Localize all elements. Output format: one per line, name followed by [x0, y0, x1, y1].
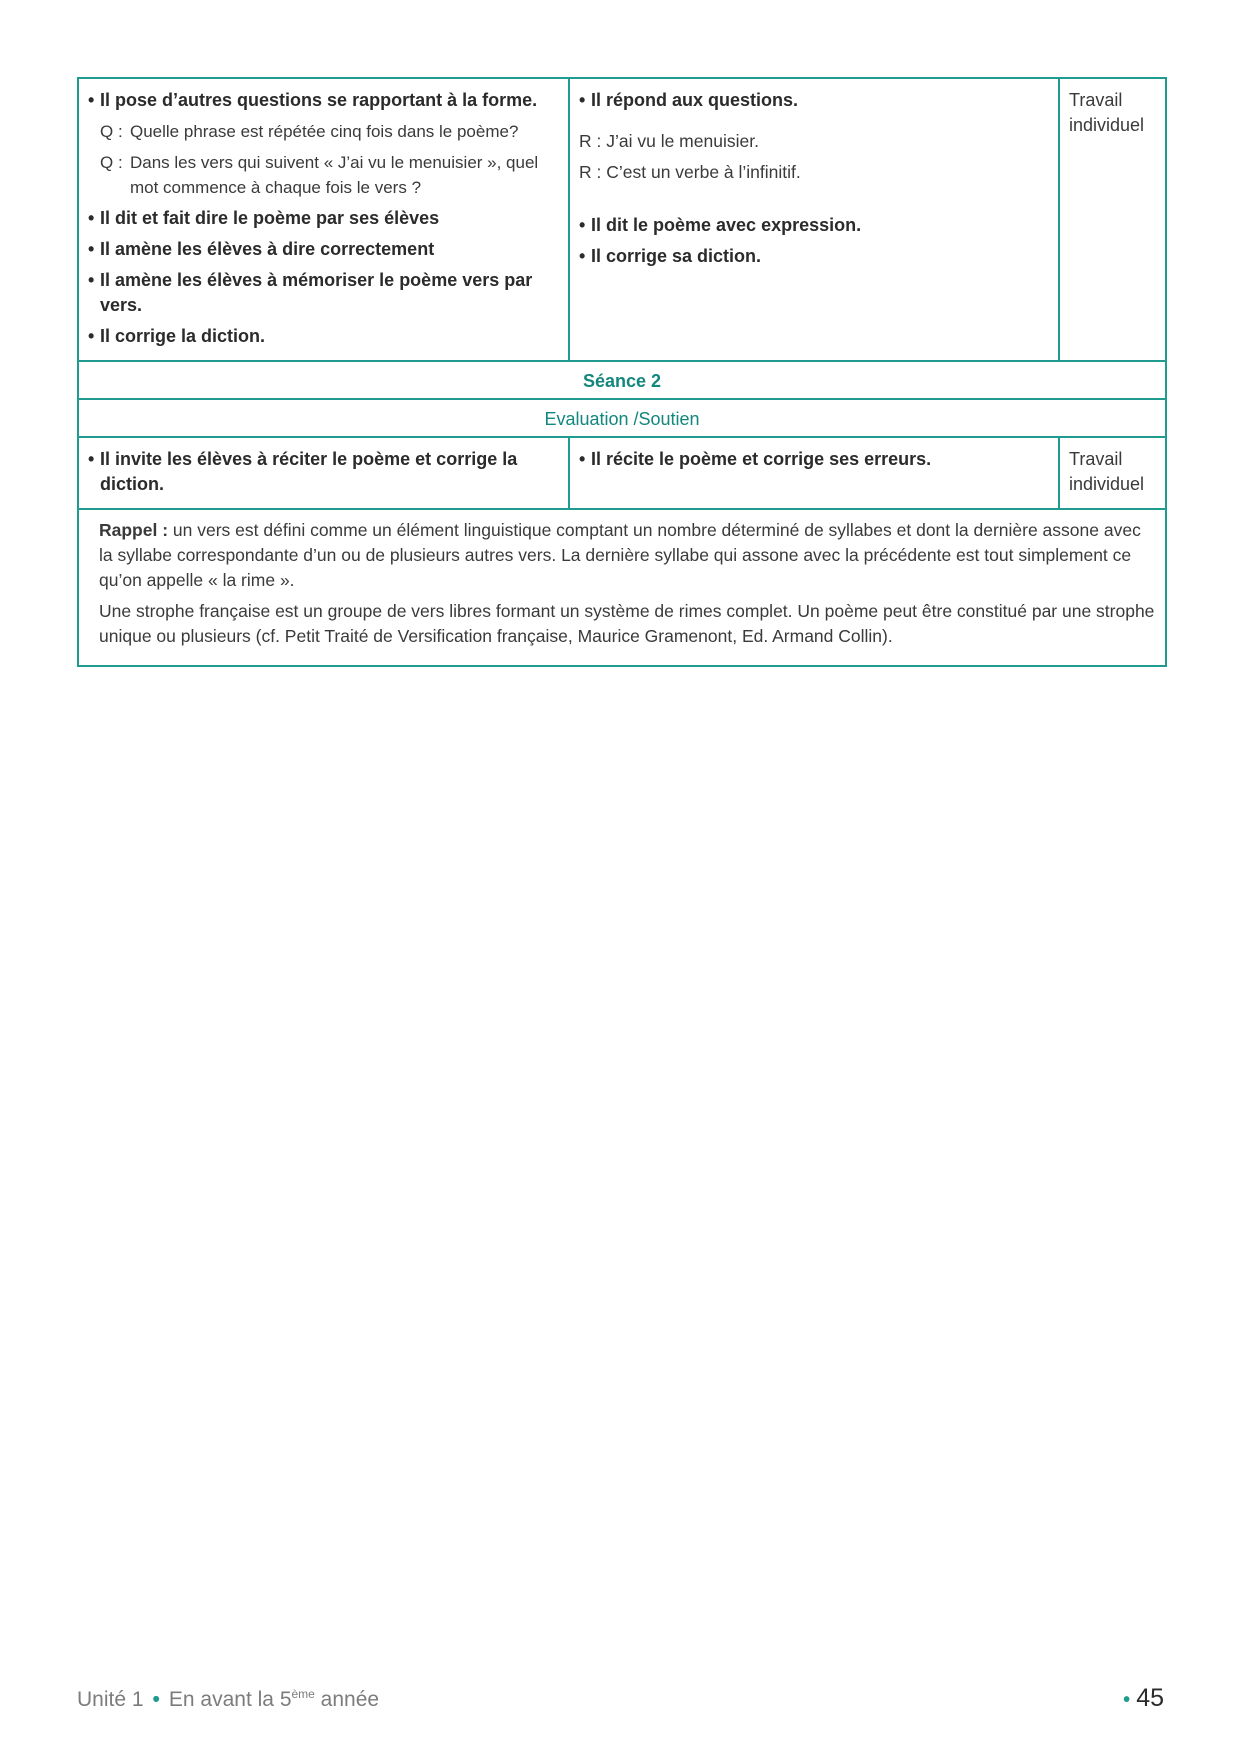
lesson-row-2	[78, 437, 1166, 509]
student-activity-cell	[569, 78, 1059, 361]
question-label: Q :	[100, 122, 123, 141]
bullet-dot-icon: •	[1123, 1689, 1131, 1711]
work-mode-cell	[1059, 78, 1166, 361]
footer-title-before: En avant la 5	[168, 1688, 292, 1711]
footer-title-after: année	[314, 1688, 380, 1711]
teacher-bullet: • Il dit et fait dire le poème par ses élèves	[88, 206, 560, 231]
student-activity-cell	[569, 437, 1059, 509]
question-text: Quelle phrase est répétée cinq fois dans le poème?	[130, 122, 519, 141]
session-subtitle: Evaluation /Soutien	[544, 409, 700, 429]
teacher-heading: • Il pose d’autres questions se rapportant à la forme.	[88, 88, 560, 113]
teacher-bullet: • Il amène les élèves à mémoriser le poème vers par vers.	[88, 268, 560, 318]
answer-line: R : C’est un verbe à l’infinitif.	[579, 162, 801, 182]
session-title: Séance 2	[582, 371, 662, 391]
question-line	[100, 150, 560, 200]
question-text: Dans les vers qui suivent « J’ai vu le menuisier », quel mot commence à chaque fois le vers ?	[130, 153, 539, 197]
page-number-block	[1123, 1684, 1164, 1713]
reminder-note	[78, 509, 1166, 666]
lesson-table	[77, 77, 1167, 667]
teacher-activity-cell	[78, 437, 569, 509]
question-line	[100, 119, 560, 144]
session-subtitle-row	[78, 399, 1166, 437]
teacher-activity-cell	[78, 78, 569, 361]
note-row	[78, 509, 1166, 666]
teacher-bullet: • Il amène les élèves à dire correctement	[88, 237, 560, 262]
page-number: 45	[1136, 1684, 1164, 1712]
session-subtitle-cell	[78, 399, 1166, 437]
work-mode-cell	[1059, 437, 1166, 509]
lesson-row-1	[78, 78, 1166, 361]
note-paragraph	[99, 518, 1155, 593]
footer-unit: Unité 1	[77, 1688, 144, 1711]
answer-line: R : J’ai vu le menuisier.	[579, 131, 759, 151]
note-paragraph: Une strophe française est un groupe de vers libres formant un système de rimes complet. Un poème peut être constitué par une strophe unique ou plusieurs (cf. Petit Traité de Versification française, Maurice Gramenont, Ed. Armand Collin).	[99, 601, 1155, 646]
teacher-bullet: • Il corrige la diction.	[88, 324, 560, 349]
note-text: un vers est défini comme un élément linguistique comptant un nombre déterminé de syllabes et dont la dernière assone avec la syllabe correspondante d’un ou de plusieurs autres vers. La dernière syllabe qui assone avec la précédente est tout simplement ce qu’on appelle « la rime ».	[99, 520, 1141, 590]
bullet-dot-icon: •	[152, 1688, 160, 1711]
footer-unit-title	[77, 1688, 379, 1712]
note-label: Rappel :	[99, 520, 169, 540]
work-mode-text: Travail individuel	[1069, 449, 1145, 494]
student-heading: • Il répond aux questions.	[579, 88, 1050, 113]
student-bullet: • Il récite le poème et corrige ses erreurs.	[579, 447, 1050, 472]
student-bullet: • Il dit le poème avec expression.	[579, 213, 1050, 238]
work-mode-text: Travail individuel	[1069, 90, 1145, 135]
footer-title	[169, 1688, 379, 1712]
question-label: Q :	[100, 153, 123, 172]
session-title-row	[78, 361, 1166, 399]
teacher-bullet: • Il invite les élèves à réciter le poème et corrige la diction.	[88, 447, 560, 497]
student-bullet: • Il corrige sa diction.	[579, 244, 1050, 269]
session-title-cell	[78, 361, 1166, 399]
footer-title-sup: ème	[291, 1687, 315, 1701]
